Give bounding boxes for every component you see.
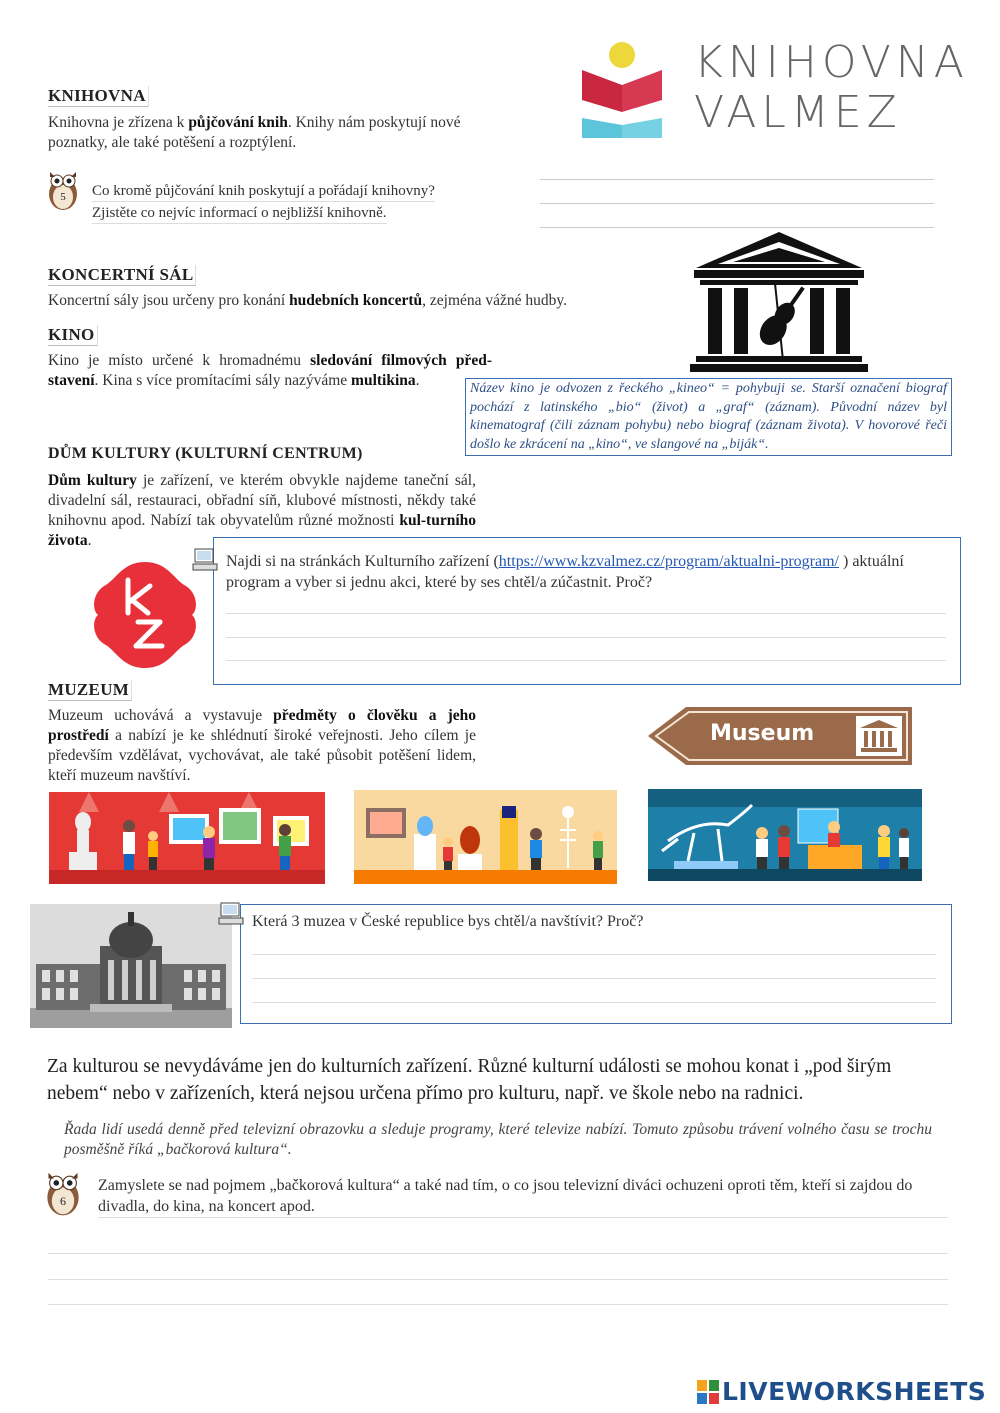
answer-line[interactable] [540,227,934,228]
liveworksheets-logo-icon [697,1380,719,1404]
dum-kultury-heading: DŮM KULTURY (KULTURNÍ CENTRUM) [48,445,363,462]
computer-icon [218,902,244,926]
kino-paragraph: Kino je místo určené k hromadnému sledování filmových před-stavení. Kina s více promítacími sály nazýváme multikina. [48,352,492,389]
answer-line[interactable] [98,1217,948,1218]
answer-line[interactable] [226,637,946,638]
backorova-task-text: Zamyslete se nad pojmem „bačkorová kultura“ a také nad tím, o co jsou televizní diváci ochuzeni oproti těm, kteří si zajdou do divadla, do kina, na koncert apod. [98,1177,913,1215]
knihovna-logo-text: KNIHOVNA VALMEZ [694,37,969,138]
computer-icon [192,548,218,572]
kz-task-text: Najdi si na stránkách Kulturního zařízení (https://www.kzvalmez.cz/program/aktualni-program/ ) aktuální program a vyber si jednu akci, které by ses chtěl/a zúčastnit. Proč? [226,553,904,591]
knihovna-task-line2: Zjistěte co nejvíc informací o nejbližší knihovně. [92,203,387,224]
answer-line[interactable] [48,1279,948,1280]
answer-line[interactable] [226,660,946,661]
kz-program-link[interactable]: https://www.kzvalmez.cz/program/aktualni-program/ [498,553,839,570]
answer-line[interactable] [252,1002,936,1003]
owl-number: 6 [60,1194,66,1208]
museum-sign-icon [648,705,914,767]
answer-line[interactable] [252,978,936,979]
muzeum-paragraph: Muzeum uchovává a vystavuje předměty o člověku a jeho prostředí a nabízí je ke shlédnutí široké veřejnosti. Jeho cílem je především vzdělávat, vychovávat, ale také působit potěšení lidem, kteří muzeum navštíví. [48,707,476,784]
backorova-kultura-note: Řada lidí usedá denně před televizní obrazovku a sleduje programy, které televize nabízí. Tomuto způsobu trávení volného času se trochu posměšně říká „bačkorová kultura“. [64,1121,932,1158]
dum-kultury-paragraph: Dům kultury je zařízení, ve kterém obvykle najdeme taneční sál, divadelní sál, restauraci, obřadní síň, klubové místnosti, někdy také knihovnu apod. Nabízí tak obyvatelům různé možnosti kul-turního života. [48,472,476,549]
kz-logo-icon [88,558,202,672]
knihovna-task-line1: Co kromě půjčování knih poskytují a pořádají knihovny? [92,181,435,202]
answer-line[interactable] [48,1253,948,1254]
national-museum-photo [30,904,232,1028]
koncert-paragraph: Koncertní sály jsou určeny pro konání hudebních koncertů, zejména vážné hudby. [48,292,568,309]
museum-task-text: Která 3 muzea v České republice bys chtěl/a navštívit? Proč? [252,913,644,930]
owl-number: 5 [60,191,66,203]
outro-paragraph: Za kulturou se nevydáváme jen do kulturních zařízení. Různé kulturní události se mohou konat i „pod širým nebem“ nebo v zařízeních, která nejsou určena přímo pro kulturu, např. ve škole nebo na radnici. [47,1056,892,1104]
liveworksheets-brand[interactable]: LIVEWORKSHEETS [722,1377,987,1406]
answer-line[interactable] [48,1304,948,1305]
museum-sign-label: Museum [710,721,815,746]
owl-task-icon [44,1168,82,1218]
knihovna-paragraph: Knihovna je zřízena k půjčování knih. Knihy nám poskytují nové poznatky, ale také potěšení a rozptýlení. [48,114,461,151]
answer-line[interactable] [540,179,934,180]
muzeum-heading: MUZEUM [48,680,132,701]
owl-task-icon [46,168,80,212]
koncert-heading: KONCERTNÍ SÁL [48,265,196,286]
museum-gallery-illustration [49,792,325,884]
answer-line[interactable] [226,613,946,614]
answer-line[interactable] [540,203,934,204]
knihovna-logo-icon [578,40,668,140]
kino-heading: KINO [48,325,98,346]
concert-hall-icon [690,230,868,376]
museum-dinosaur-illustration [648,789,922,881]
knihovna-heading: KNIHOVNA [48,86,149,107]
museum-antiquities-illustration [354,790,617,884]
answer-line[interactable] [252,954,936,955]
kino-etymology-note: Název kino je odvozen z řeckého „kineo“ = pohybuji se. Starší označení biograf pochází z latinského „bio“ (život) a „graf“ (záznam). Původní název byl kinematograf (čili záznam pohybu) nebo biograf (záznam života). V hovorové řeči došlo ke zkrácení na „kino“, ve slangové na „biják“. [465,378,952,456]
